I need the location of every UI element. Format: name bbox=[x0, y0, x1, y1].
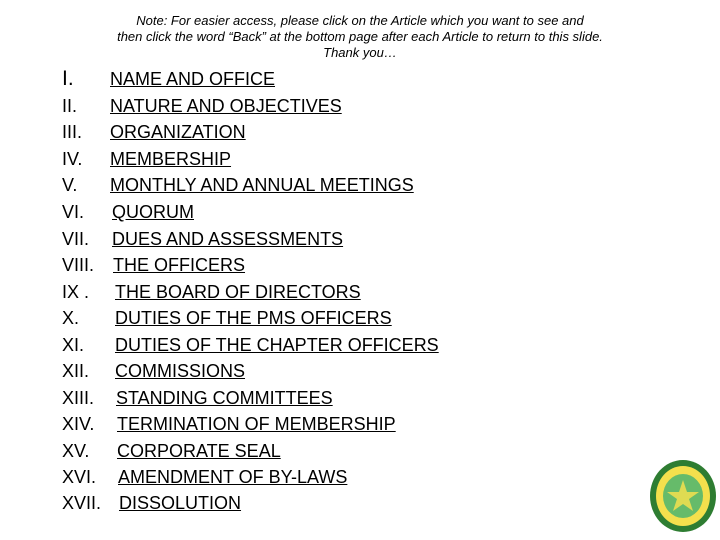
article-number: V. bbox=[62, 175, 78, 195]
article-link[interactable]: QUORUM bbox=[112, 202, 194, 222]
article-link[interactable]: DUES AND ASSESSMENTS bbox=[112, 229, 344, 249]
article-number: XV. bbox=[62, 441, 90, 461]
note-line-1: Note: For easier access, please click on the Article which you want to see and bbox=[136, 13, 584, 28]
article-number: VI. bbox=[62, 202, 85, 222]
article-link[interactable]: COMMISSIONS bbox=[115, 361, 246, 381]
article-number: VII. bbox=[62, 229, 90, 249]
article-link[interactable]: THE OFFICERS bbox=[113, 255, 246, 275]
article-number: XIII. bbox=[62, 388, 95, 408]
article-link[interactable]: AMENDMENT OF BY-LAWS bbox=[118, 467, 348, 487]
article-link[interactable]: STANDING COMMITTEES bbox=[116, 388, 333, 408]
article-number: XVII. bbox=[62, 493, 102, 513]
article-number: XI. bbox=[62, 335, 85, 355]
article-number: IV. bbox=[62, 149, 83, 169]
article-number: XII. bbox=[62, 361, 90, 381]
article-link[interactable]: ORGANIZATION bbox=[110, 122, 246, 142]
article-link[interactable]: DISSOLUTION bbox=[119, 493, 242, 513]
article-number: VIII. bbox=[62, 255, 95, 275]
article-link[interactable]: THE BOARD OF DIRECTORS bbox=[115, 282, 361, 302]
note-line-2: then click the word “Back” at the bottom page after each Article to return to this slide. bbox=[117, 29, 603, 44]
article-link[interactable]: MEMBERSHIP bbox=[110, 149, 232, 169]
article-number: IX . bbox=[62, 282, 90, 302]
article-link[interactable]: CORPORATE SEAL bbox=[117, 441, 281, 461]
article-number: X. bbox=[62, 308, 80, 328]
article-number: XIV. bbox=[62, 414, 95, 434]
article-link[interactable]: TERMINATION OF MEMBERSHIP bbox=[117, 414, 396, 434]
article-link[interactable]: DUTIES OF THE CHAPTER OFFICERS bbox=[115, 335, 439, 355]
note-line-3: Thank you… bbox=[323, 45, 397, 60]
article-link[interactable]: MONTHLY AND ANNUAL MEETINGS bbox=[110, 175, 414, 195]
corporate-seal-logo bbox=[648, 458, 718, 534]
article-link[interactable]: NAME AND OFFICE bbox=[110, 69, 276, 89]
article-number: III. bbox=[62, 122, 83, 142]
article-link[interactable]: NATURE AND OBJECTIVES bbox=[110, 96, 342, 116]
article-number: I. bbox=[62, 67, 74, 90]
article-number: II. bbox=[62, 96, 78, 116]
article-link[interactable]: DUTIES OF THE PMS OFFICERS bbox=[115, 308, 392, 328]
article-number: XVI. bbox=[62, 467, 97, 487]
